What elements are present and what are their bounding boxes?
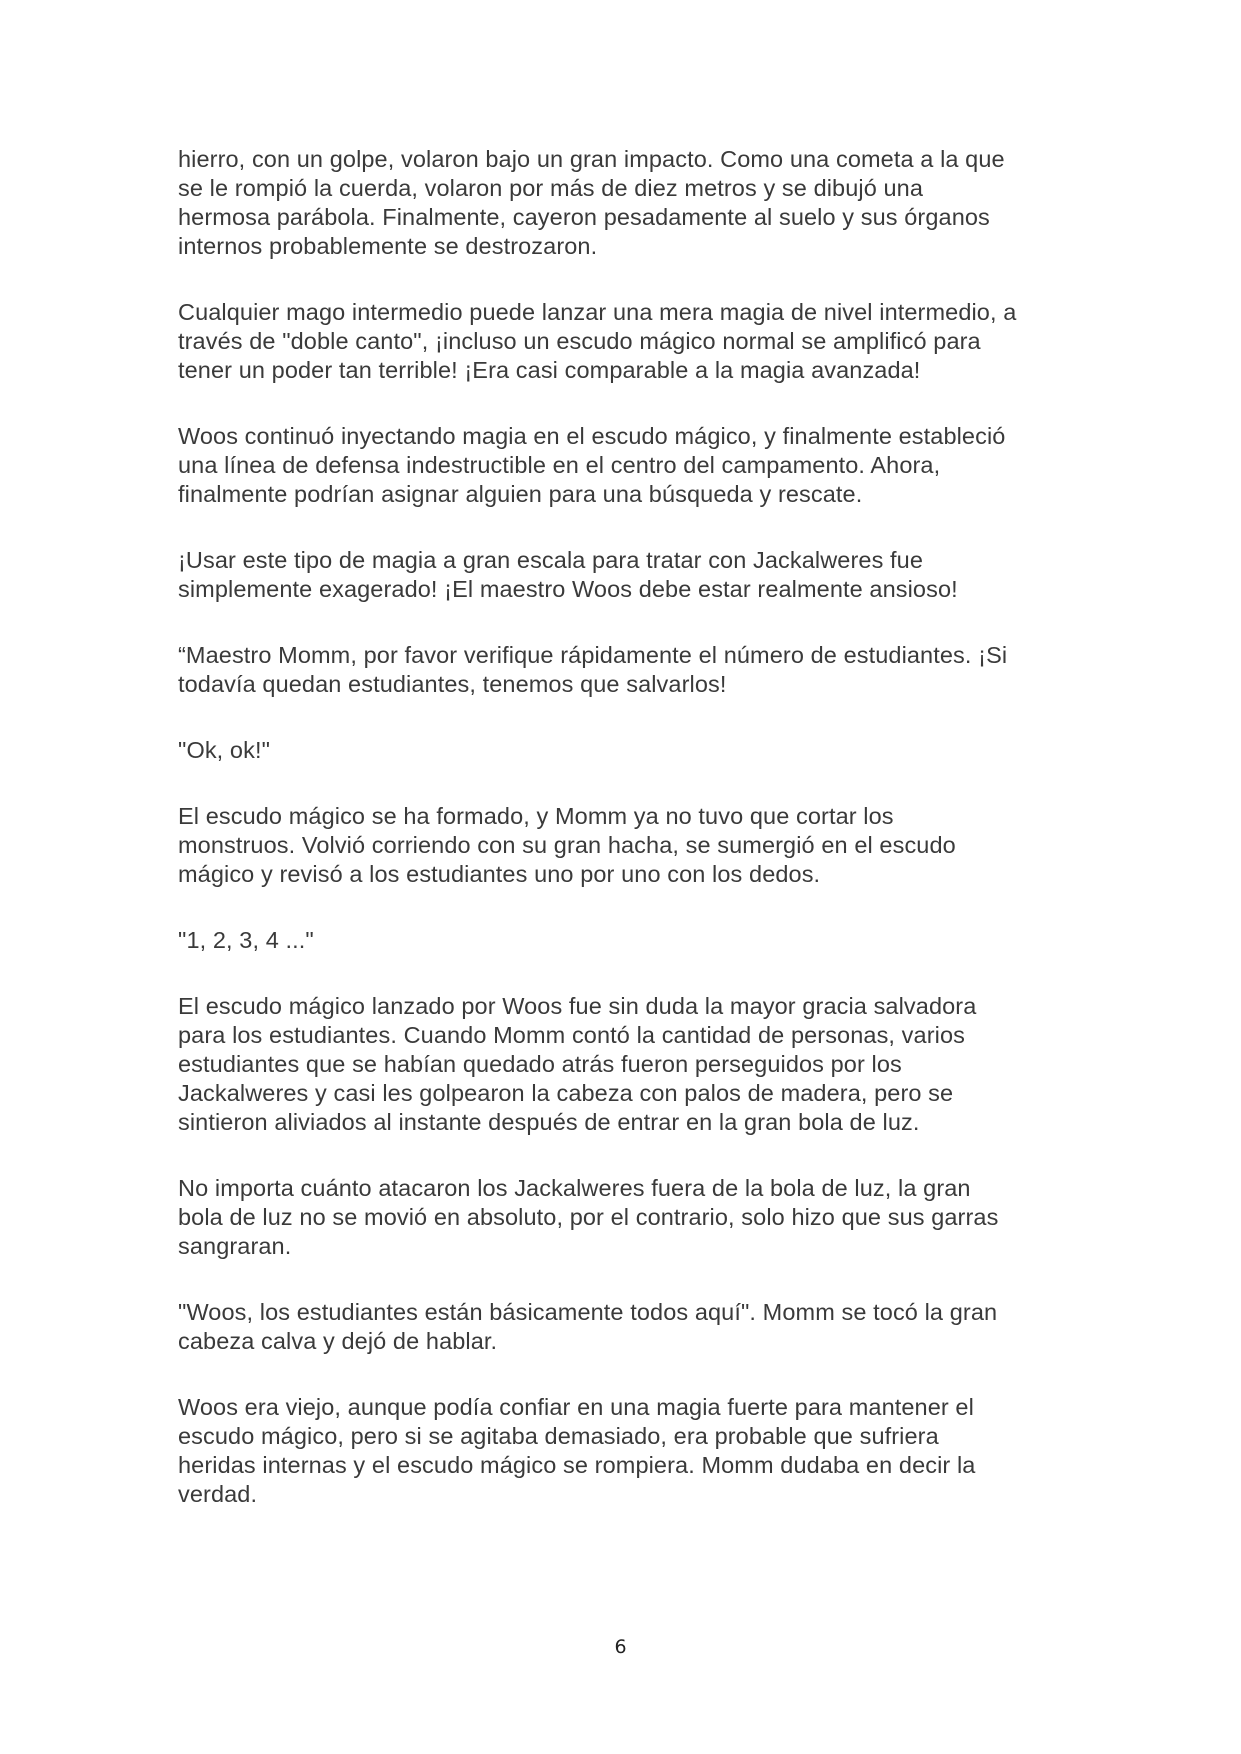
paragraph-9: El escudo mágico lanzado por Woos fue sin duda la mayor gracia salvadora para los estudiantes. Cuando Momm contó la cantidad de personas, varios estudiantes que se habían quedado atrás fueron perseguidos por los Jackalweres y casi les golpearon la cabeza con palos de madera, pero se sintieron aliviados al instante después de entrar en la gran bola de luz. bbox=[178, 993, 977, 1135]
body-text bbox=[178, 145, 1083, 1546]
paragraph-4: ¡Usar este tipo de magia a gran escala para tratar con Jackalweres fue simplemente exagerado! ¡El maestro Woos debe estar realmente ansioso! bbox=[178, 547, 958, 602]
paragraph-2: Cualquier mago intermedio puede lanzar una mera magia de nivel intermedio, a través de "doble canto", ¡incluso un escudo mágico normal se amplificó para tener un poder tan terrible! ¡Era casi comparable a la magia avanzada! bbox=[178, 299, 1017, 383]
paragraph-1: hierro, con un golpe, volaron bajo un gran impacto. Como una cometa a la que se le rompió la cuerda, volaron por más de diez metros y se dibujó una hermosa parábola. Finalmente, cayeron pesadamente al suelo y sus órganos internos probablemente se destrozaron. bbox=[178, 146, 1005, 259]
paragraph-6: "Ok, ok!" bbox=[178, 737, 271, 763]
paragraph-3: Woos continuó inyectando magia en el escudo mágico, y finalmente estableció una línea de defensa indestructible en el centro del campamento. Ahora, finalmente podrían asignar alguien para una búsqueda y rescate. bbox=[178, 423, 1006, 507]
paragraph-5: “Maestro Momm, por favor verifique rápidamente el número de estudiantes. ¡Si todavía quedan estudiantes, tenemos que salvarlos! bbox=[178, 642, 1008, 697]
page-number: 6 bbox=[614, 1636, 627, 1658]
paragraph-11: "Woos, los estudiantes están básicamente todos aquí". Momm se tocó la gran cabeza calva y dejó de hablar. bbox=[178, 1299, 998, 1354]
paragraph-7: El escudo mágico se ha formado, y Momm ya no tuvo que cortar los monstruos. Volvió corriendo con su gran hacha, se sumergió en el escudo mágico y revisó a los estudiantes uno por uno con los dedos. bbox=[178, 803, 956, 887]
paragraph-12: Woos era viejo, aunque podía confiar en una magia fuerte para mantener el escudo mágico, pero si se agitaba demasiado, era probable que sufriera heridas internas y el escudo mágico se rompiera. Momm dudaba en decir la verdad. bbox=[178, 1394, 976, 1507]
paragraph-10: No importa cuánto atacaron los Jackalweres fuera de la bola de luz, la gran bola de luz no se movió en absoluto, por el contrario, solo hizo que sus garras sangraran. bbox=[178, 1175, 999, 1259]
paragraph-8: "1, 2, 3, 4 ..." bbox=[178, 927, 314, 953]
